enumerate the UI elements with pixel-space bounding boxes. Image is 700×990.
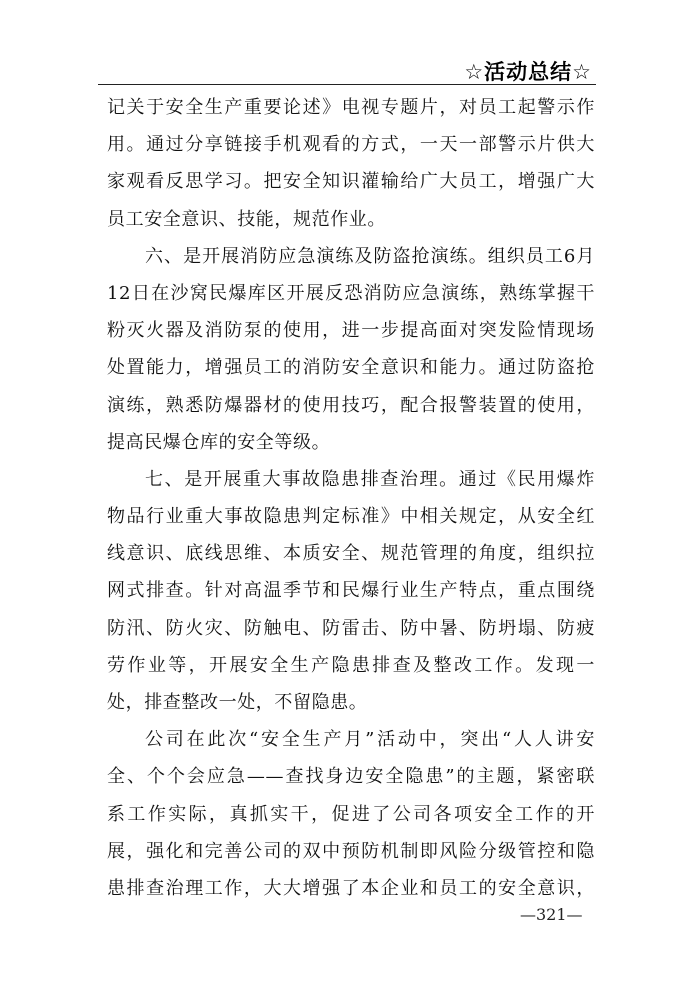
paragraph-start-six: 六、是开展消防应急演练及防盗抢演练。组织员工6月 — [145, 245, 595, 267]
text-line: 系工作实际，真抓实干，促进了公司各项安全工作的开 — [107, 803, 595, 825]
text-line: 家观看反思学习。把安全知识灌输给广大员工，增强广大 — [107, 171, 595, 193]
paragraph-start-seven: 七、是开展重大事故隐患排查治理。通过《民用爆炸 — [145, 468, 595, 490]
text-line: 12日在沙窝民爆库区开展反恐消防应急演练，熟练掌握干 — [107, 282, 595, 304]
text-line: 处置能力，增强员工的消防安全意识和能力。通过防盗抢 — [107, 357, 595, 379]
text-line: 员工安全意识、技能，规范作业。 — [107, 208, 386, 230]
text-line: 线意识、底线思维、本质安全、规范管理的角度，组织拉 — [107, 543, 595, 565]
text-line: 展，强化和完善公司的双中预防机制即风险分级管控和隐 — [107, 840, 595, 862]
body-text — [107, 89, 595, 907]
text-line: 演练，熟悉防爆器材的使用技巧，配合报警装置的使用， — [107, 394, 595, 416]
page-header — [98, 52, 596, 85]
paragraph-start-summary: 公司在此次“安全生产月”活动中，突出“人人讲安 — [145, 729, 595, 751]
header-title: ☆活动总结☆ — [464, 60, 592, 84]
text-line: 用。通过分享链接手机观看的方式，一天一部警示片供大 — [107, 134, 595, 156]
text-line: 记关于安全生产重要论述》电视专题片，对员工起警示作 — [107, 97, 595, 118]
text-line: 患排查治理工作，大大增强了本企业和员工的安全意识， — [107, 877, 595, 899]
text-line: 处，排查整改一处，不留隐患。 — [107, 692, 368, 713]
text-line: 物品行业重大事故隐患判定标准》中相关规定，从安全红 — [107, 506, 595, 528]
text-line: 防汛、防火灾、防触电、防雷击、防中暑、防坍塌、防疲 — [107, 617, 595, 639]
page-number: —321— — [520, 905, 583, 924]
text-line: 网式排查。针对高温季节和民爆行业生产特点，重点围绕 — [107, 580, 595, 602]
text-line: 粉灭火器及消防泵的使用，进一步提高面对突发险情现场 — [107, 320, 595, 342]
text-line: 劳作业等，开展安全生产隐患排查及整改工作。发现一 — [107, 654, 595, 676]
text-line: 提高民爆仓库的安全等级。 — [107, 431, 331, 453]
text-line: 全、个个会应急——查找身边安全隐患”的主题，紧密联 — [107, 766, 595, 788]
